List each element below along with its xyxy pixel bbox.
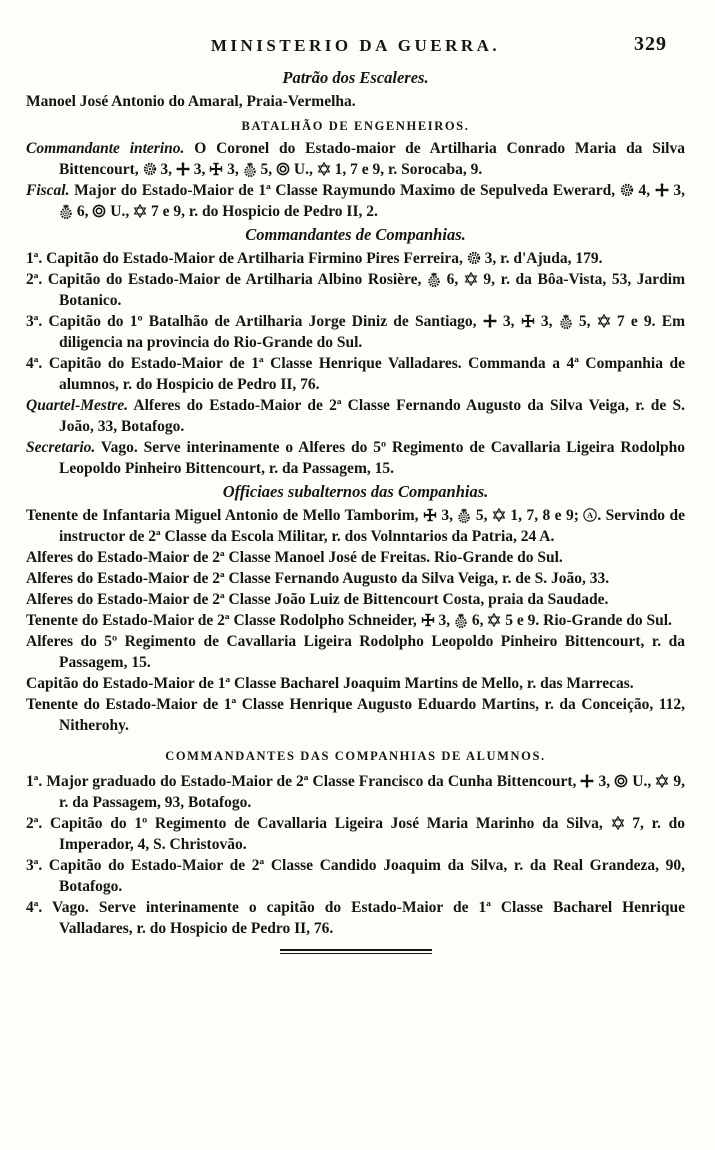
cross-pattee-icon [423, 508, 437, 522]
rosette-medal-icon [620, 183, 634, 197]
roster-entry: 2ª. Capitão do 1º Regimento de Cavallaria Ligeira José Maria Marinho da Silva, 7, r. do Imperador, 4, S. Christovão. [26, 815, 686, 853]
crowned-medal-icon [243, 161, 257, 178]
double-circle-icon [614, 774, 628, 788]
hexagram-star-icon [133, 204, 147, 218]
entry-number: 1ª. [26, 773, 43, 790]
entry-number: 3ª. [26, 857, 43, 874]
section-heading-caps: BATALHÃO DE ENGENHEIROS. [241, 119, 470, 133]
section-heading-italic: Officiaes subalternos das Companhias. [222, 482, 489, 501]
page-number: 329 [634, 33, 667, 55]
text-line: Manoel José Antonio do Amaral, Praia-Vermelha. [26, 93, 356, 110]
roster-entry: 2ª. Capitão do Estado-Maior de Artilharia Albino Rosière, 6, 9, r. da Bôa-Vista, 53, Jardim Botanico. [26, 271, 686, 309]
roster-entry: Secretario. Vago. Serve interinamente o Alferes do 5º Regimento de Cavallaria Ligeira Rodolpho Leopoldo Pinheiro Bittencourt, r. da Passagem, 15. [26, 439, 685, 477]
cross-flory-icon [655, 183, 669, 197]
svg-text:A: A [587, 510, 594, 520]
page-title: MINISTERIO DA GUERRA. [210, 36, 501, 55]
entry-role-label: Secretario. [26, 439, 96, 456]
rosette-medal-icon [467, 251, 481, 265]
crowned-medal-icon [559, 313, 573, 330]
roster-entry: 4ª. Vago. Serve interinamente o capitão do Estado-Maior de 1ª Classe Bacharel Henrique Valladares, r. do Hospicio de Pedro II, 76. [26, 899, 685, 937]
roster-entry: 1ª. Major graduado do Estado-Maior de 2ª Classe Francisco da Cunha Bittencourt, 3, U., 9, r. da Passagem, 93, Botafogo. [26, 773, 685, 811]
roster-entry: Capitão do Estado-Maior de 1ª Classe Bacharel Joaquim Martins de Mello, r. das Marrecas. [26, 675, 634, 692]
document-body [26, 66, 685, 939]
entry-number: 2ª. [26, 271, 43, 288]
roster-entry: Alferes do Estado-Maior de 2ª Classe Fernando Augusto da Silva Veiga, r. de S. João, 33. [26, 570, 610, 587]
hexagram-star-icon [597, 314, 611, 328]
cross-flory-icon [176, 162, 190, 176]
entry-number: 1ª. [26, 250, 43, 267]
hexagram-star-icon [487, 613, 501, 627]
section-heading-caps: COMMANDANTES DAS COMPANHIAS DE ALUMNOS. [165, 749, 546, 763]
entry-role-label: Fiscal. [26, 182, 70, 199]
roster-entry: Tenente de Infantaria Miguel Antonio de Mello Tamborim, 3, 5, 1, 7, 8 e 9; A . Servindo de instructor de 2ª Classe da Escola Militar, r. dos Volnntarios da Patria, 24 A. [26, 507, 685, 545]
double-circle-icon [276, 162, 290, 176]
roster-entry: Alferes do Estado-Maior de 2ª Classe Manoel José de Freitas. Rio-Grande do Sul. [26, 549, 563, 566]
page-header [26, 33, 685, 64]
roster-entry: Fiscal. Major do Estado-Maior de 1ª Classe Raymundo Maximo de Sepulveda Ewerard, 4, 3, 6, U., 7 e 9, r. do Hospicio de Pedro II, 2. [26, 182, 686, 220]
section-heading-italic: Commandantes de Companhias. [245, 225, 466, 244]
end-divider [280, 949, 432, 954]
cross-flory-icon [483, 314, 497, 328]
hexagram-star-icon [464, 272, 478, 286]
roster-entry: 4ª. Capitão do Estado-Maior de 1ª Classe Henrique Valladares. Commanda a 4ª Companhia de alumnos, r. do Hospicio de Pedro II, 76. [26, 355, 685, 393]
entry-number: 4ª. [26, 899, 43, 916]
entry-role-label: Quartel-Mestre. [26, 397, 129, 414]
double-circle-icon [92, 204, 106, 218]
entry-number: 2ª. [26, 815, 43, 832]
crowned-medal-icon [59, 203, 73, 220]
cross-pattee-icon [421, 613, 435, 627]
roster-entry: 3ª. Capitão do Estado-Maior de 2ª Classe Candido Joaquim da Silva, r. da Real Grandeza, 90, Botafogo. [26, 857, 685, 895]
hexagram-star-icon [611, 816, 625, 830]
roster-entry: Tenente do Estado-Maior de 1ª Classe Henrique Augusto Eduardo Martins, r. da Conceição, 112, Nitherohy. [26, 696, 685, 734]
hexagram-star-icon [317, 162, 331, 176]
hexagram-star-icon [655, 774, 669, 788]
roster-entry: Alferes do 5º Regimento de Cavallaria Ligeira Rodolpho Leopoldo Pinheiro Bittencourt, r. da Passagem, 15. [26, 633, 685, 671]
rosette-medal-icon [143, 162, 157, 176]
crowned-medal-icon [454, 612, 468, 629]
roster-entry: 1ª. Capitão do Estado-Maior de Artilharia Firmino Pires Ferreira, 3, r. d'Ajuda, 179. [26, 250, 603, 267]
hexagram-star-icon [492, 508, 506, 522]
roster-entry: Tenente do Estado-Maior de 2ª Classe Rodolpho Schneider, 3, 6, 5 e 9. Rio-Grande do Sul. [26, 612, 672, 629]
crowned-medal-icon [457, 507, 471, 524]
roster-entry: Quartel-Mestre. Alferes do Estado-Maior de 2ª Classe Fernando Augusto da Silva Veiga, r. de S. João, 33, Botafogo. [26, 397, 685, 435]
roster-entry: Alferes do Estado-Maior de 2ª Classe João Luiz de Bittencourt Costa, praia da Saudade. [26, 591, 609, 608]
roster-entry: Commandante interino. O Coronel do Estado-maior de Artilharia Conrado Maria da Silva Bittencourt, 3, 3, 3, 5, U., 1, 7 e 9, r. Sorocaba, 9. [26, 140, 685, 178]
entry-role-label: Commandante interino. [26, 140, 185, 157]
roster-entry: 3ª. Capitão do 1º Batalhão de Artilharia Jorge Diniz de Santiago, 3, 3, 5, 7 e 9. Em diligencia na provincia do Rio-Grande do Sul. [26, 313, 685, 351]
circled-a-icon [583, 508, 597, 522]
entry-number: 3ª. [26, 313, 43, 330]
cross-flory-icon [580, 774, 594, 788]
section-heading-italic: Patrão dos Escaleres. [282, 68, 429, 87]
entry-number: 4ª. [26, 355, 43, 372]
cross-pattee-icon [521, 314, 535, 328]
cross-pattee-icon [209, 162, 223, 176]
crowned-medal-icon [427, 271, 441, 288]
